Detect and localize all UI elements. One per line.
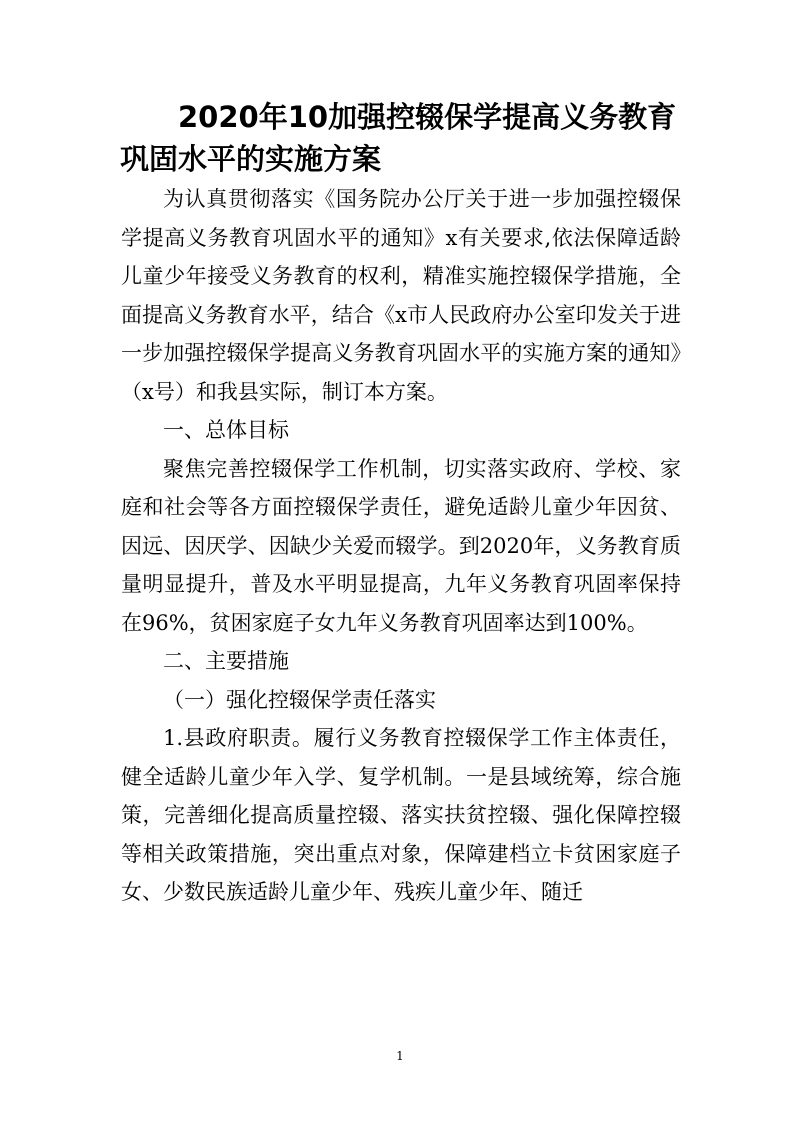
section-heading-overall-goal: 一、总体目标 xyxy=(163,418,289,442)
goal-paragraph: 聚焦完善控辍保学工作机制，切实落实政府、学校、家庭和社会等各方面控辍保学责任，避免适龄儿童少年因贫、因远、因厌学、因缺少关爱而辍学。到2020年，义务教育质量明显提升，普及水平明显提高，九年义务教育巩固率保持在96%，贫困家庭子女九年义务教育巩固率达到100%。 xyxy=(121,456,681,635)
section-heading-main-measures: 二、主要措施 xyxy=(163,649,289,673)
title-line-2: 巩固水平的实施方案 xyxy=(120,142,382,176)
document-title xyxy=(120,96,700,180)
page-number: 1 xyxy=(396,1049,404,1063)
document-body xyxy=(121,180,681,912)
intro-paragraph: 为认真贯彻落实《国务院办公厅关于进一步加强控辍保学提高义务教育巩固水平的通知》x有关要求,依法保障适龄儿童少年接受义务教育的权利，精准实施控辍保学措施，全面提高义务教育水平，结合《x市人民政府办公室印发关于进一步加强控辍保学提高义务教育巩固水平的实施方案的通知》（x号）和我县实际，制订本方案。 xyxy=(121,187,681,404)
county-government-paragraph: 1.县政府职责。履行义务教育控辍保学工作主体责任，健全适龄儿童少年入学、复学机制。一是县域统筹，综合施策，完善细化提高质量控辍、落实扶贫控辍、强化保障控辍等相关政策措施，突出重点对象，保障建档立卡贫困家庭子女、少数民族适龄儿童少年、残疾儿童少年、随迁 xyxy=(121,726,681,904)
subsection-heading-responsibility: （一）强化控辍保学责任落实 xyxy=(163,687,436,712)
title-line-1: 2020年10加强控辍保学提高义务教育 xyxy=(178,100,677,134)
